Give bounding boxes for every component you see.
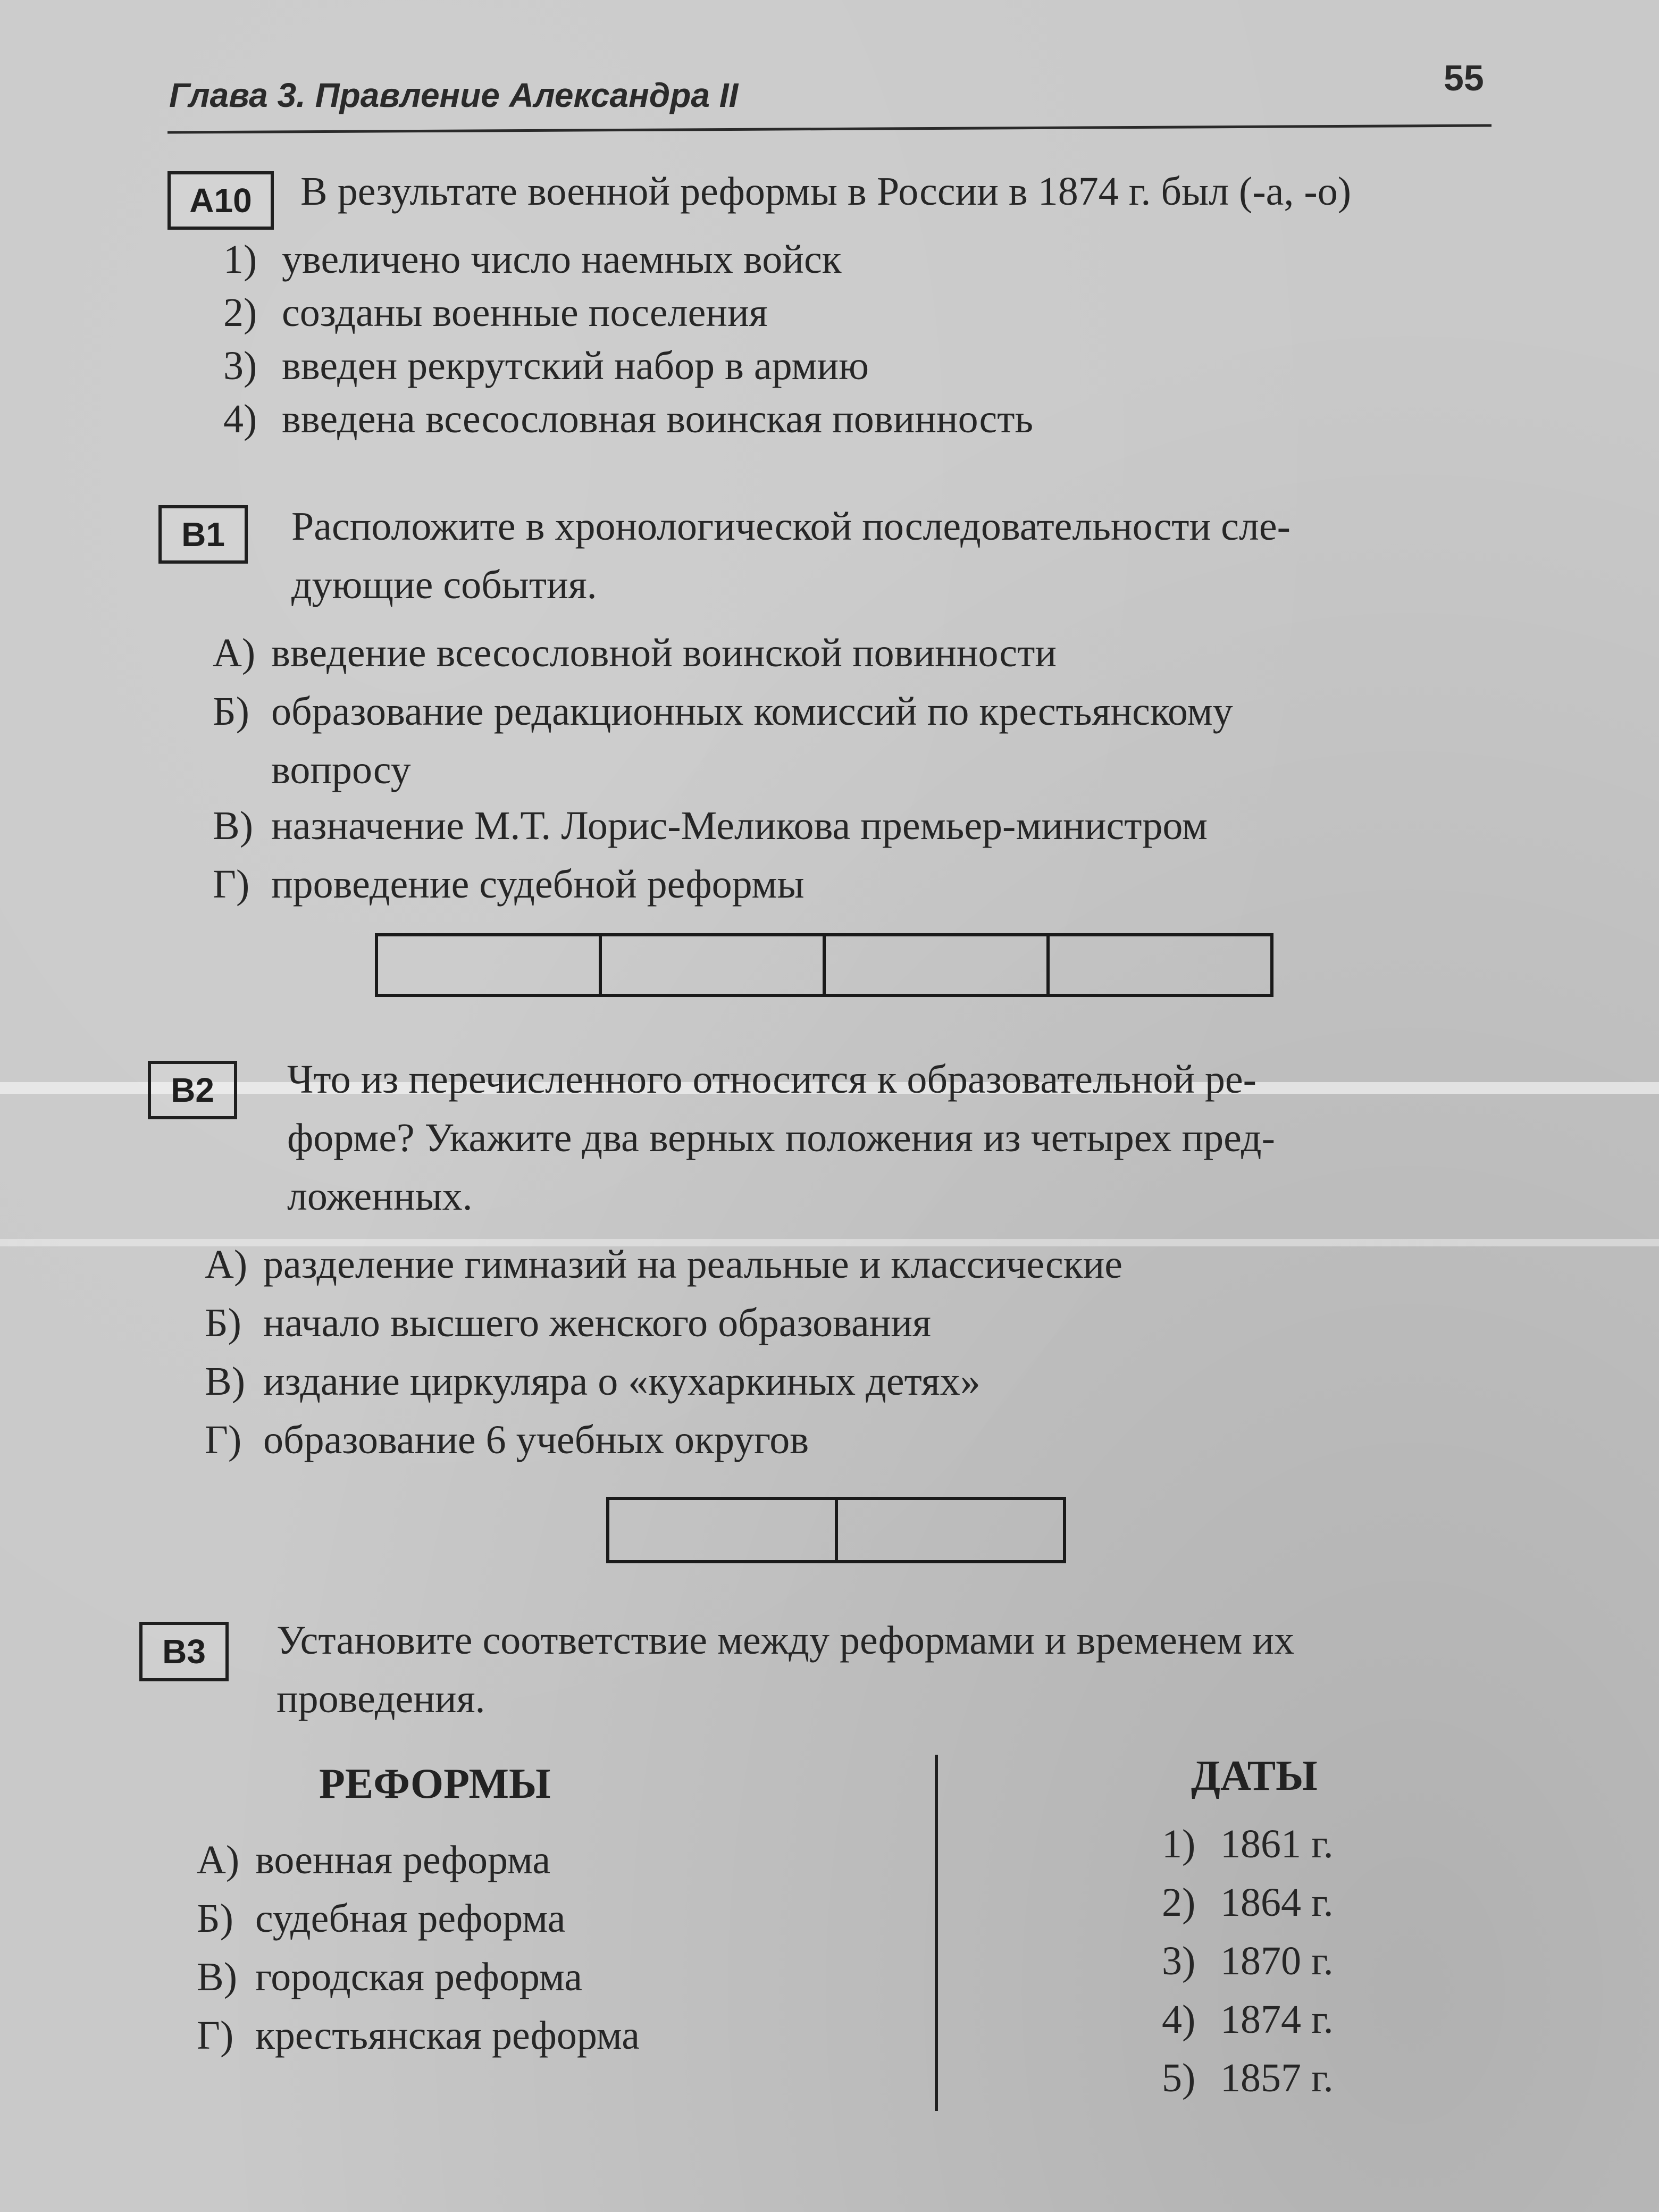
item-text: 1874 г. [1220, 1997, 1334, 2042]
item-label: 4) [1162, 1997, 1196, 2042]
answer-cell-1[interactable] [609, 1500, 838, 1560]
reform-item-a [197, 1837, 550, 1883]
question-b2-line2: форме? Укажите два верных положения из четырех пред- [287, 1116, 1275, 1160]
item-text: 1861 г. [1220, 1822, 1334, 1866]
option-label: Г) [213, 862, 250, 907]
question-b2-line1: Что из перечисленного относится к образовательной ре- [287, 1057, 1256, 1102]
option-label: Б) [205, 1301, 241, 1345]
question-a10-text: В результате военной реформы в России в 1874 г. был (-а, -о) [300, 169, 1351, 214]
item-label: 5) [1162, 2056, 1196, 2100]
header-rule [167, 124, 1492, 133]
question-b2-line3: ложенных. [287, 1174, 473, 1219]
b1-option-v [213, 803, 1208, 849]
answer-cell-3[interactable] [826, 936, 1050, 994]
answer-cell-4[interactable] [1050, 936, 1270, 994]
question-id-b1: B1 [158, 505, 248, 564]
option-text: введение всесословной воинской повинности [271, 631, 1057, 675]
a10-option-2 [223, 290, 768, 336]
item-label: 2) [1162, 1880, 1196, 1925]
option-label: Б) [213, 689, 249, 734]
item-label: В) [197, 1955, 237, 1999]
chapter-title: Глава 3. Правление Александра II [169, 76, 739, 114]
a10-option-4 [223, 396, 1033, 442]
b1-answer-grid [375, 933, 1273, 997]
item-text: военная реформа [255, 1838, 551, 1882]
dates-column-header: ДАТЫ [1191, 1753, 1318, 1799]
item-label: Г) [197, 2013, 234, 2058]
date-item-2 [1162, 1880, 1334, 1926]
option-text: назначение М.Т. Лорис-Меликова премьер-министром [271, 803, 1208, 848]
option-label: А) [205, 1242, 248, 1287]
option-text: проведение судебной реформы [271, 862, 805, 907]
date-item-4 [1162, 1997, 1334, 2043]
option-label: 1) [223, 237, 257, 282]
option-label: 4) [223, 397, 257, 441]
item-text: крестьянская реформа [255, 2013, 640, 2058]
a10-option-1 [223, 237, 842, 283]
b1-option-b [213, 689, 1233, 735]
option-text: вопросу [271, 748, 411, 792]
date-item-5 [1162, 2055, 1334, 2101]
b2-answer-grid [606, 1497, 1066, 1563]
page-number: 55 [1444, 58, 1484, 98]
item-text: 1870 г. [1220, 1939, 1334, 1983]
b1-option-a [213, 630, 1057, 676]
question-b3-line2: проведения. [276, 1677, 485, 1721]
item-label: А) [197, 1838, 240, 1882]
option-label: Г) [205, 1418, 242, 1462]
question-id-a10: A10 [167, 171, 274, 230]
reform-item-v [197, 1954, 582, 2000]
column-divider [935, 1755, 938, 2111]
b1-option-g [213, 861, 805, 908]
item-label: Б) [197, 1896, 233, 1941]
question-b3-line1: Установите соответствие между реформами и временем их [276, 1618, 1295, 1663]
b1-option-b-cont [213, 747, 411, 793]
question-id-b3: B3 [139, 1622, 229, 1681]
item-text: городская реформа [255, 1955, 583, 1999]
option-label: 3) [223, 343, 257, 388]
answer-cell-2[interactable] [838, 1500, 1063, 1560]
option-text: образование 6 учебных округов [263, 1418, 809, 1462]
b2-option-g [205, 1417, 809, 1463]
question-b1-line2: дующие события. [291, 563, 597, 607]
option-text: разделение гимназий на реальные и классические [263, 1242, 1123, 1287]
date-item-3 [1162, 1938, 1334, 1984]
item-label: 1) [1162, 1822, 1196, 1866]
reforms-column-header: РЕФОРМЫ [319, 1761, 551, 1807]
item-text: 1857 г. [1220, 2056, 1334, 2100]
a10-option-3 [223, 343, 869, 389]
option-text: начало высшего женского образования [263, 1301, 932, 1345]
option-text: созданы военные поселения [282, 290, 768, 335]
option-label: В) [213, 803, 253, 848]
option-label: А) [213, 631, 256, 675]
answer-cell-2[interactable] [602, 936, 826, 994]
option-text: издание циркуляра о «кухаркиных детях» [263, 1359, 981, 1404]
option-label: В) [205, 1359, 245, 1404]
option-text: введена всесословная воинская повинность [282, 397, 1034, 441]
b2-option-a [205, 1242, 1122, 1288]
b2-option-v [205, 1359, 981, 1405]
question-b1-line1: Расположите в хронологической последовательности сле- [291, 504, 1291, 549]
answer-cell-1[interactable] [378, 936, 602, 994]
item-text: судебная реформа [255, 1896, 566, 1941]
reform-item-b [197, 1896, 565, 1942]
b2-option-b [205, 1300, 931, 1346]
option-text: увеличено число наемных войск [282, 237, 842, 282]
item-text: 1864 г. [1220, 1880, 1334, 1925]
option-text: образование редакционных комиссий по крестьянскому [271, 689, 1233, 734]
question-id-b2: B2 [148, 1061, 237, 1119]
option-text: введен рекрутский набор в армию [282, 343, 869, 388]
reform-item-g [197, 2013, 640, 2059]
option-label: 2) [223, 290, 257, 335]
date-item-1 [1162, 1821, 1334, 1867]
item-label: 3) [1162, 1939, 1196, 1983]
